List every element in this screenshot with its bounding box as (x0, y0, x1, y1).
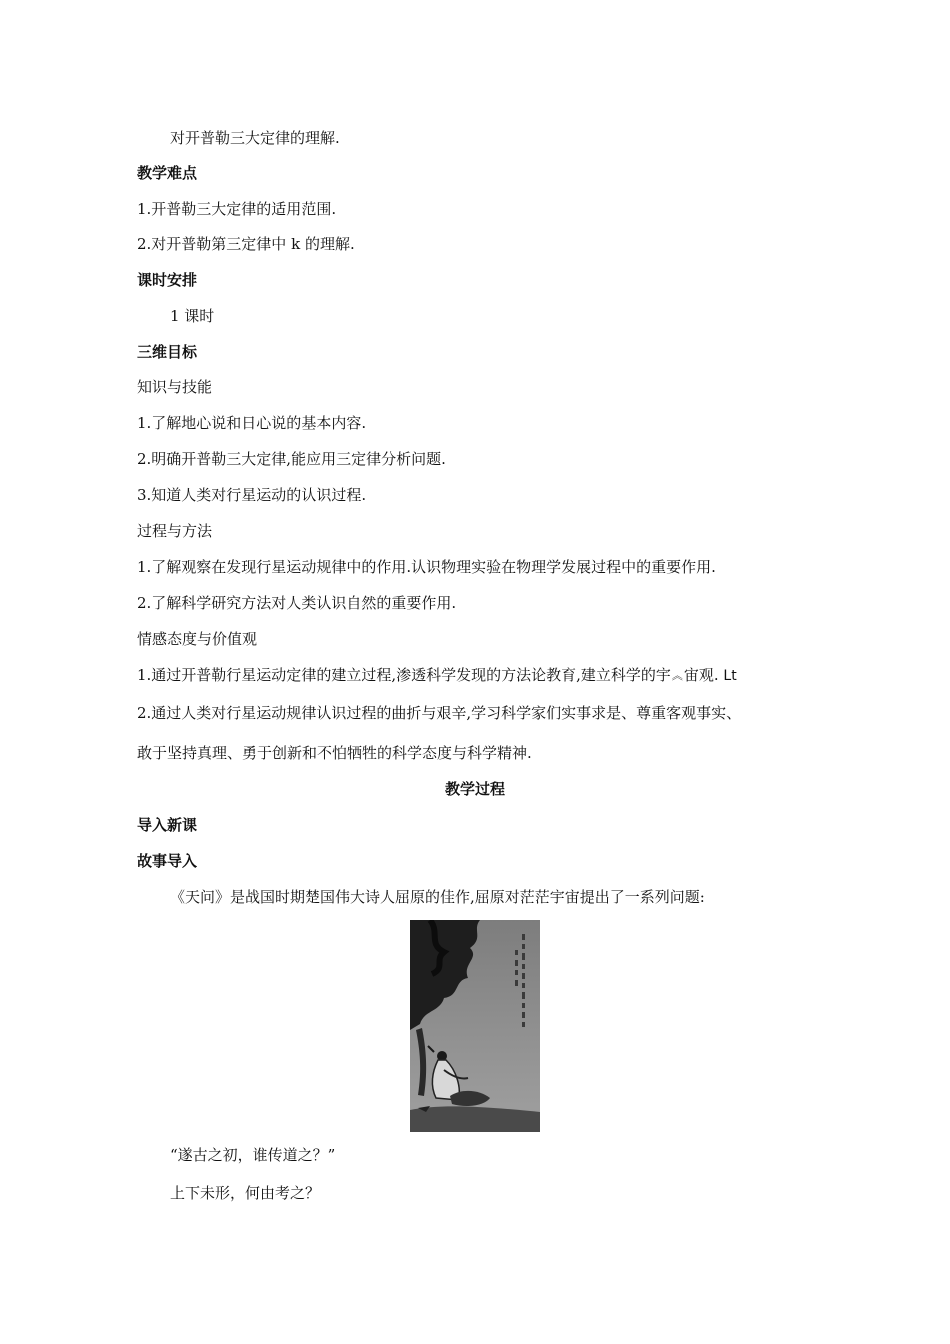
text-line: 3.知道人类对行星运动的认识过程. (137, 486, 367, 504)
text-line: 敢于坚持真理、勇于创新和不怕牺牲的科学态度与科学精神. (137, 744, 532, 762)
text-line: 《天问》是战国时期楚国伟大诗人屈原的佳作,屈原对茫茫宇宙提出了一系列问题: (170, 888, 705, 906)
text-line: 2.明确开普勒三大定律,能应用三定律分析问题. (137, 450, 446, 468)
text-line: 1.开普勒三大定律的适用范围. (137, 200, 337, 218)
text-line: 1 课时 (170, 307, 215, 325)
stray-mark: Lt (723, 668, 737, 684)
section-heading: 故事导入 (137, 852, 198, 870)
centered-heading: 教学过程 (444, 780, 505, 798)
qu-yuan-painting-image (410, 920, 540, 1132)
section-heading: 三维目标 (137, 343, 198, 361)
text-line: 2.了解科学研究方法对人类认识自然的重要作用. (137, 594, 457, 612)
text-segment: 宙观. (683, 666, 719, 684)
text-line: 1.了解地心说和日心说的基本内容. (137, 414, 367, 432)
text-line (137, 665, 737, 686)
quote-line: “遂古之初，谁传道之？” (170, 1146, 336, 1164)
subsection-heading: 情感态度与价值观 (137, 630, 258, 648)
text-segment: 1.通过开普勒行星运动定律的建立过程,渗透科学发现的方法论教育,建立科学的宇 (137, 666, 671, 684)
text-line: 1.了解观察在发现行星运动规律中的作用.认识物理实验在物理学发展过程中的重要作用. (137, 558, 716, 576)
section-heading: 课时安排 (137, 271, 198, 289)
section-heading: 导入新课 (137, 816, 198, 834)
text-line: 对开普勒三大定律的理解. (170, 129, 340, 147)
section-heading: 教学难点 (137, 164, 198, 182)
artifact-mark-icon: ︽ (671, 669, 683, 682)
subsection-heading: 知识与技能 (137, 378, 213, 396)
subsection-heading: 过程与方法 (137, 522, 213, 540)
text-line: 2.通过人类对行星运动规律认识过程的曲折与艰辛,学习科学家们实事求是、尊重客观事实、 (137, 704, 742, 722)
text-line: 2.对开普勒第三定律中 k 的理解. (137, 235, 355, 253)
quote-line: 上下未形，何由考之？ (170, 1184, 321, 1202)
